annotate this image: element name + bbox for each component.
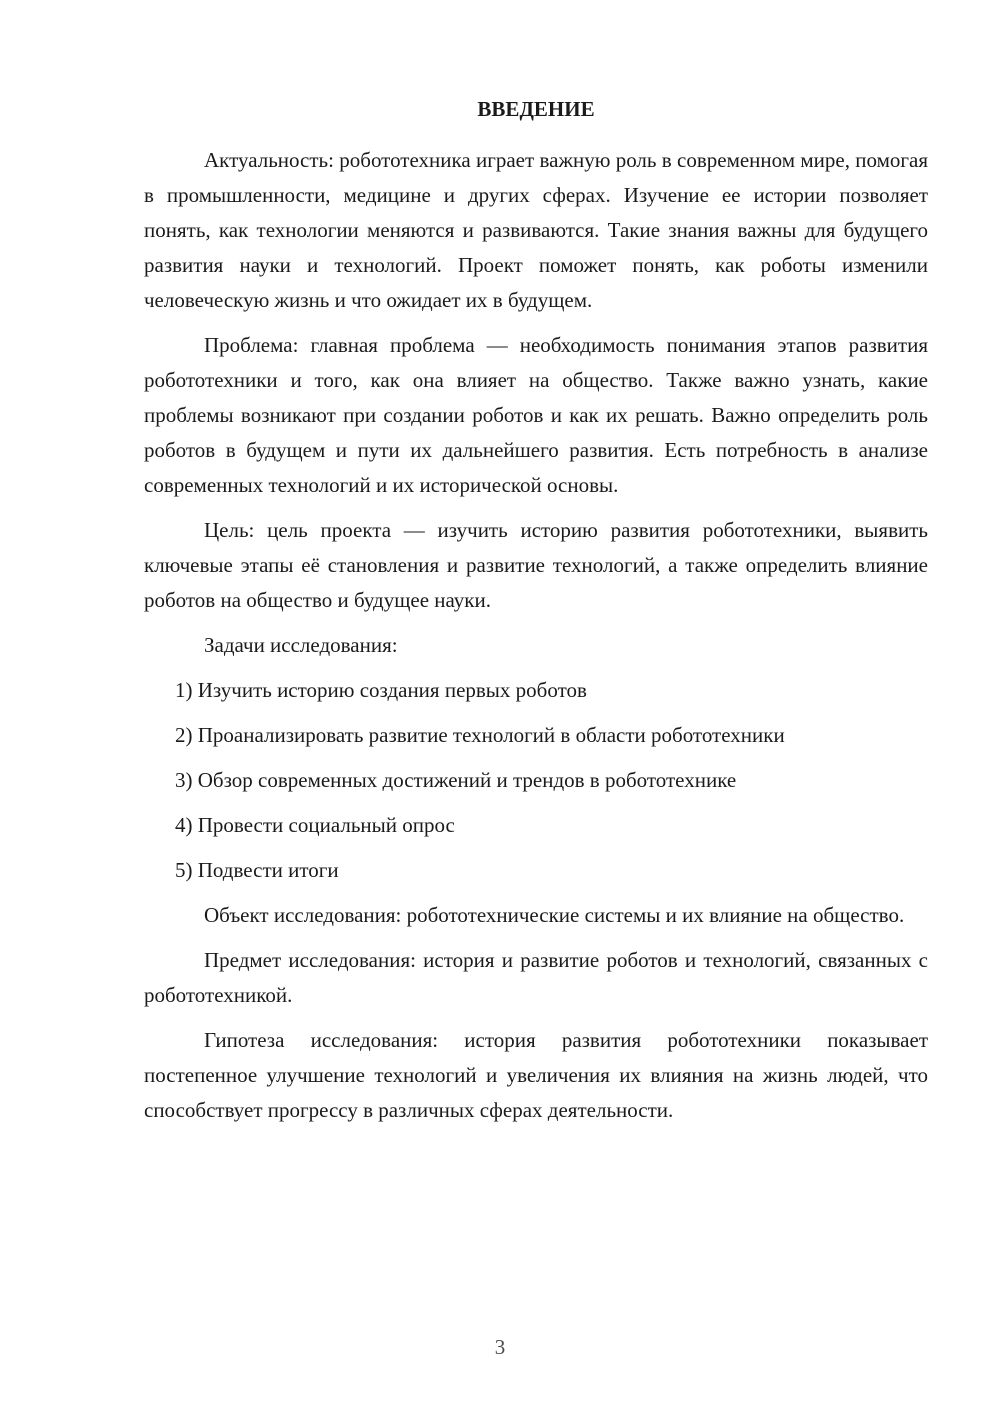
tasks-list	[144, 673, 928, 888]
page-number: 3	[494, 1335, 506, 1359]
paragraph-goal: Цель: цель проекта — изучить историю развития робототехники, выявить ключевые этапы её становления и развитие технологий, а также определить влияние роботов на общество и будущее науки.	[144, 518, 928, 612]
task-item: 5) Подвести итоги	[175, 858, 339, 882]
paragraph-subject: Предмет исследования: история и развитие роботов и технологий, связанных с робототехникой.	[144, 948, 928, 1007]
paragraph-actuality: Актуальность: робототехника играет важную роль в современном мире, помогая в промышленности, медицине и других сферах. Изучение ее истории позволяет понять, как технологии меняются и развиваются. Такие знания важны для будущего развития науки и технологий. Проект поможет понять, как роботы изменили человеческую жизнь и что ожидает их в будущем.	[144, 148, 928, 312]
page-content	[144, 92, 928, 1138]
page-title: ВВЕДЕНИЕ	[477, 97, 595, 121]
task-item: 4) Провести социальный опрос	[175, 813, 455, 837]
paragraph-problem: Проблема: главная проблема — необходимость понимания этапов развития робототехники и того, как она влияет на общество. Также важно узнать, какие проблемы возникают при создании роботов и как их решать. Важно определить роль роботов в будущем и пути их дальнейшего развития. Есть потребность в анализе современных технологий и их исторической основы.	[144, 333, 928, 497]
paragraph-object: Объект исследования: робототехнические системы и их влияние на общество.	[204, 903, 905, 927]
task-item: 3) Обзор современных достижений и трендов в робототехнике	[175, 768, 737, 792]
task-item: 2) Проанализировать развитие технологий в области робототехники	[175, 723, 785, 747]
tasks-label: Задачи исследования:	[204, 633, 398, 657]
task-item: 1) Изучить историю создания первых роботов	[175, 678, 587, 702]
paragraph-hypothesis: Гипотеза исследования: история развития робототехники показывает постепенное улучшение технологий и увеличения их влияния на жизнь людей, что способствует прогрессу в различных сферах деятельности.	[144, 1028, 928, 1122]
